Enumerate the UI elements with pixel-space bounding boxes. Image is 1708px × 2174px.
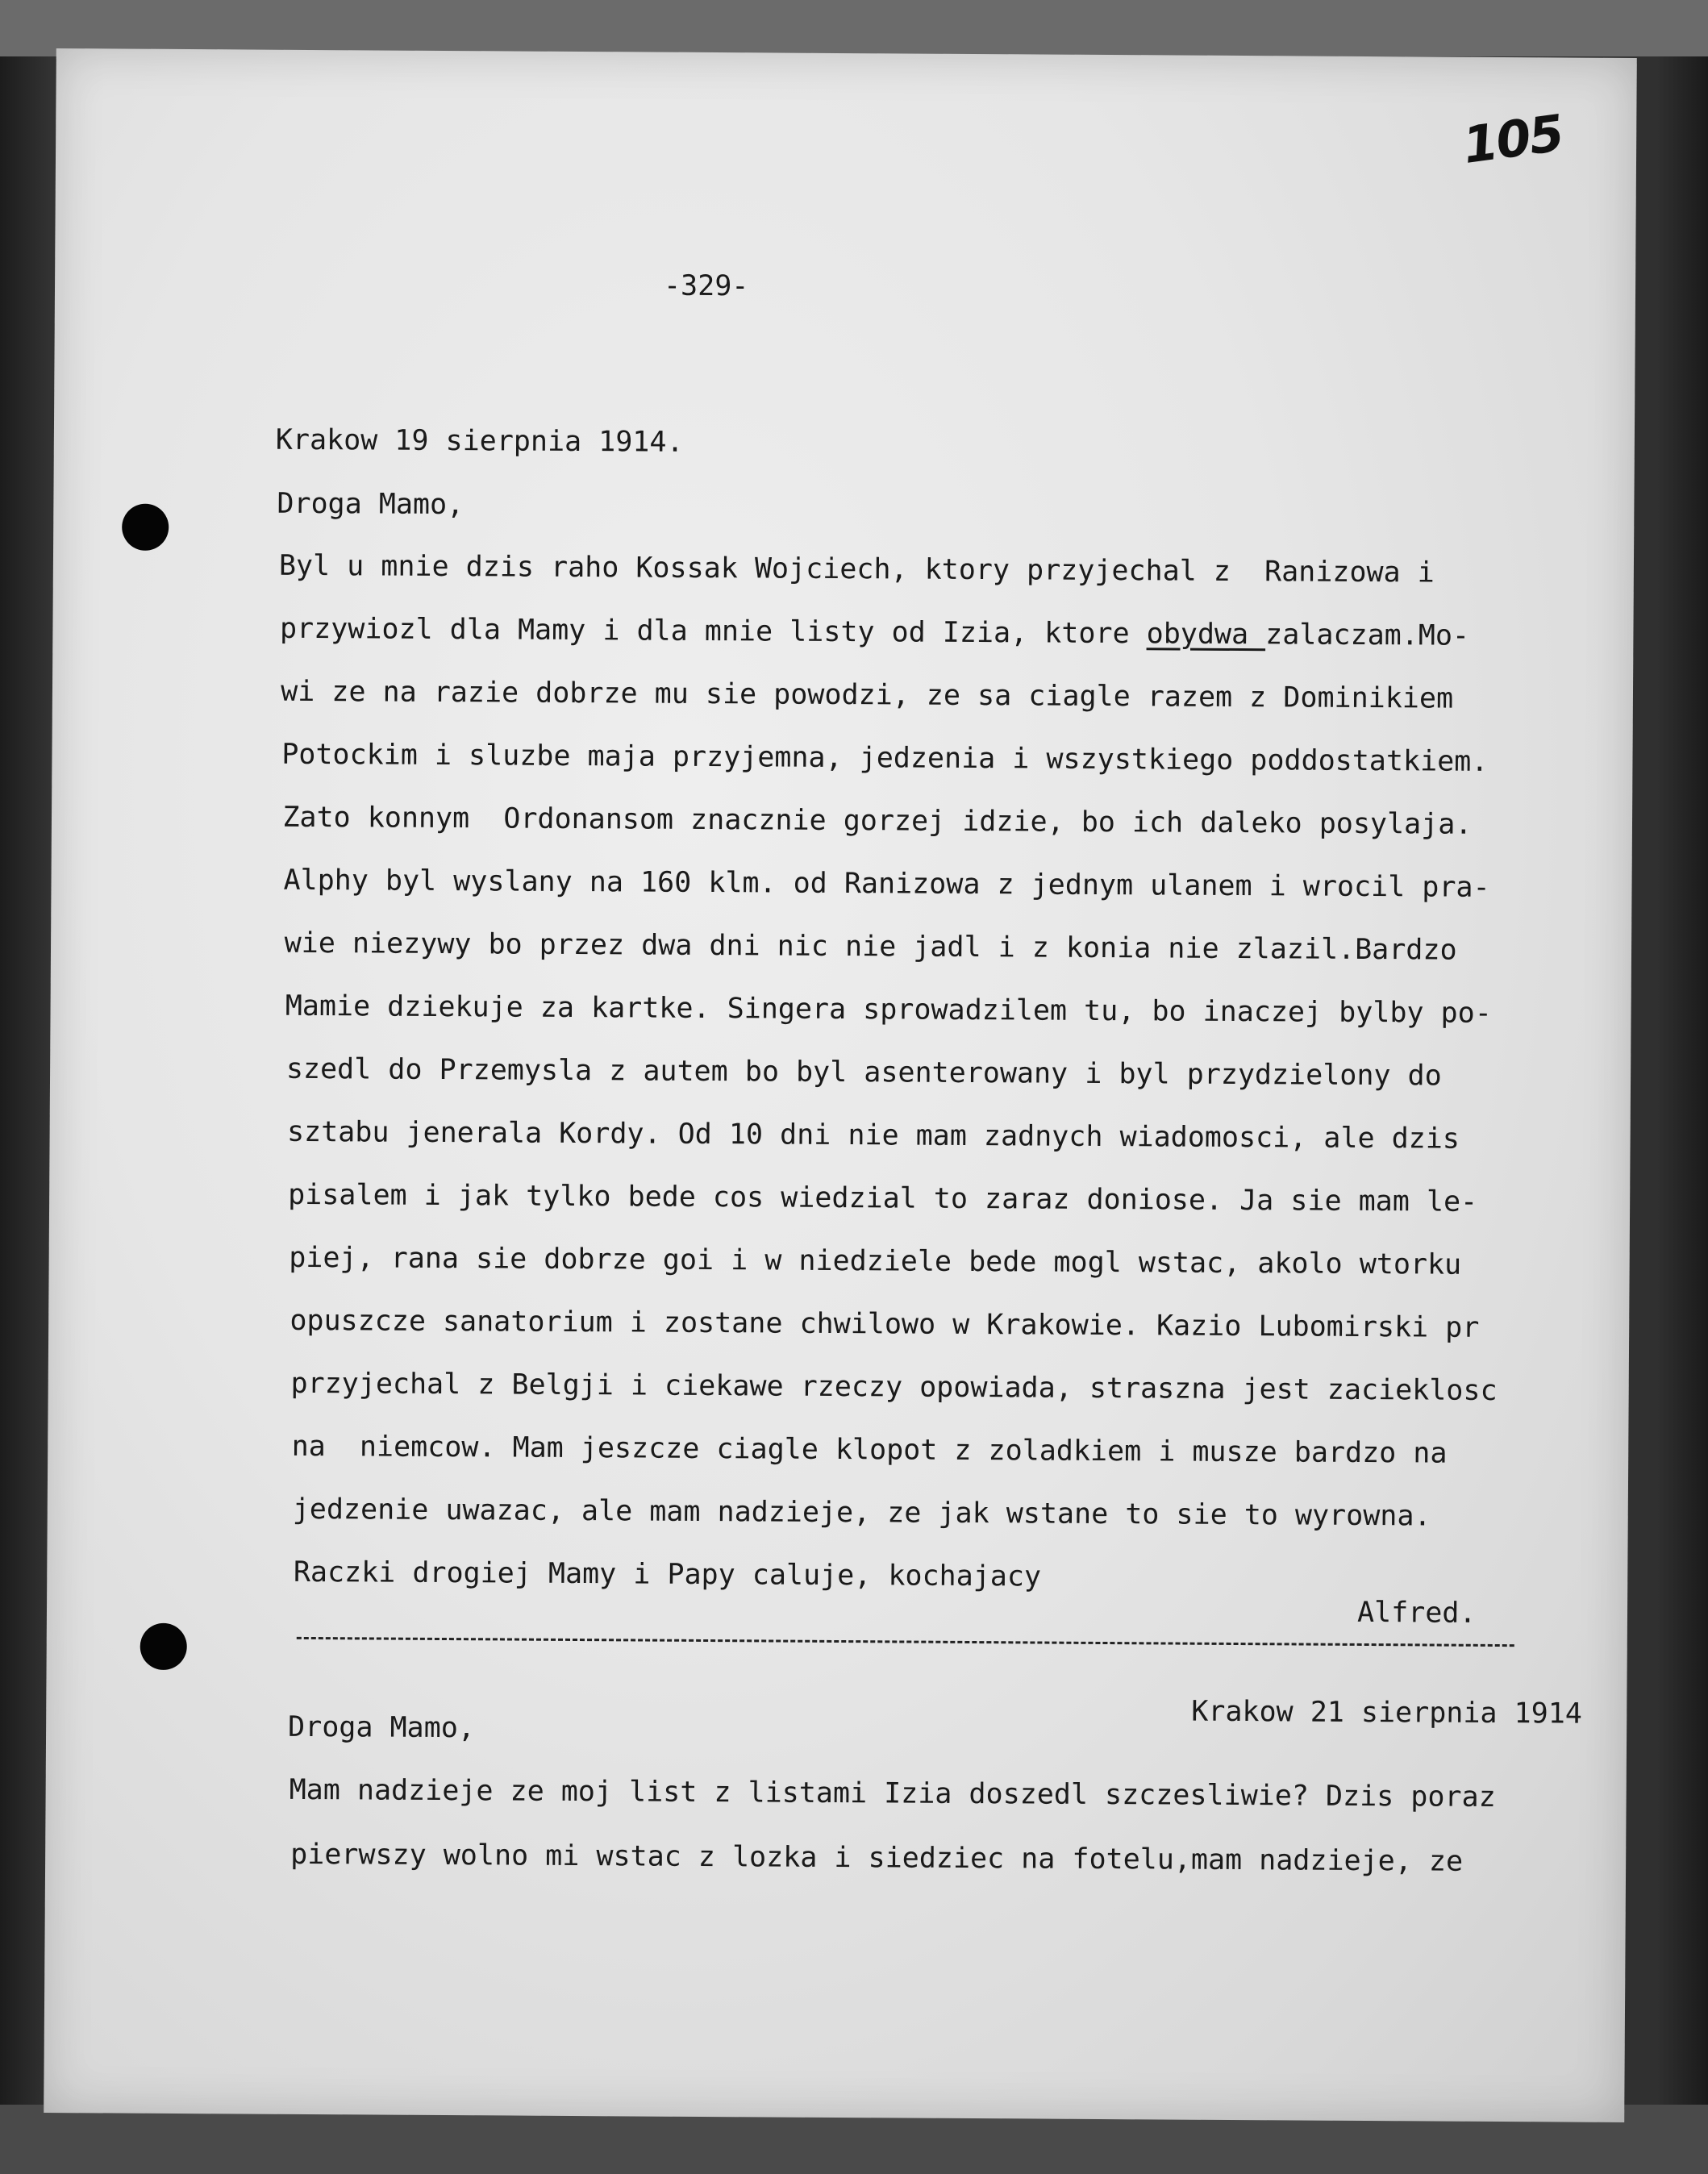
line-segment: piej, rana sie dobrze goi i w niedziele bede mogl wstac, akolo wtorku bbox=[289, 1241, 1462, 1281]
line-segment: Potockim i sluzbe maja przyjemna, jedzenia i wszystkiego poddostatkiem. bbox=[281, 738, 1489, 778]
line-segment: Mamie dziekuje za kartke. Singera sprowadzilem tu, bo inaczej bylby po- bbox=[285, 989, 1492, 1030]
line-segment: przyjechal z Belgji i ciekawe rzeczy opowiada, straszna jest zacieklosc bbox=[290, 1367, 1498, 1407]
letter-2 bbox=[44, 48, 1637, 2122]
letter-2-date: Krakow 21 sierpnia 1914 bbox=[1191, 1695, 1583, 1730]
line-segment: wie niezywy bo przez dwa dni nic nie jadl i z konia nie zlazil.Bardzo bbox=[284, 927, 1457, 967]
line-segment: Raczki drogiej Mamy i Papy caluje, kochajacy bbox=[293, 1556, 1042, 1593]
letter-2-line: pierwszy wolno mi wstac z lozka i siedziec na fotelu,mam nadzieje, ze bbox=[290, 1838, 1464, 1878]
letter-1-salutation: Droga Mamo, bbox=[277, 487, 464, 522]
underlined-word: obydwa bbox=[1146, 618, 1266, 652]
letter-2-line: Mam nadzieje ze moj list z listami Izia doszedl szczesliwie? Dzis poraz bbox=[289, 1773, 1496, 1814]
line-segment: Alphy byl wyslany na 160 klm. od Ranizowa z jednym ulanem i wrocil pra- bbox=[283, 864, 1490, 904]
line-segment: sztabu jenerala Kordy. Od 10 dni nie mam zadnych wiadomosci, ale dzis bbox=[286, 1115, 1460, 1156]
letter-2-salutation: Droga Mamo, bbox=[288, 1710, 476, 1745]
document-page bbox=[44, 48, 1637, 2122]
line-segment: opuszcze sanatorium i zostane chwilowo w Krakowie. Kazio Lubomirski pr bbox=[290, 1304, 1480, 1344]
archive-number: 105 bbox=[1459, 103, 1566, 175]
line-segment: pisalem i jak tylko bede cos wiedzial to zaraz doniose. Ja sie mam le- bbox=[288, 1178, 1478, 1218]
scan-top-band bbox=[0, 0, 1708, 56]
line-segment: przywiozl dla Mamy i dla mnie listy od Izia, ktore bbox=[279, 612, 1147, 651]
page-number: -329- bbox=[663, 269, 749, 303]
line-segment: zalaczam.Mo- bbox=[1265, 618, 1470, 652]
line-segment: na niemcow. Mam jeszcze ciagle klopot z zoladkiem i musze bardzo na bbox=[291, 1430, 1448, 1470]
line-segment: jedzenie uwazac, ale mam nadzieje, ze jak wstane to sie to wyrowna. bbox=[292, 1493, 1431, 1533]
letter-1-date: Krakow 19 sierpnia 1914. bbox=[275, 423, 684, 459]
letter-1-signature: Alfred. bbox=[1356, 1596, 1477, 1630]
line-segment: szedl do Przemysla z autem bo byl asenterowany i byl przydzielony do bbox=[285, 1052, 1442, 1093]
line-segment: Zato konnym Ordonansom znacznie gorzej idzie, bo ich daleko posylaja. bbox=[282, 801, 1473, 841]
line-segment: wi ze na razie dobrze mu sie powodzi, ze sa ciagle razem z Dominikiem bbox=[281, 675, 1454, 715]
line-segment: Byl u mnie dzis raho Kossak Wojciech, ktory przyjechal z Ranizowa i bbox=[278, 549, 1435, 589]
